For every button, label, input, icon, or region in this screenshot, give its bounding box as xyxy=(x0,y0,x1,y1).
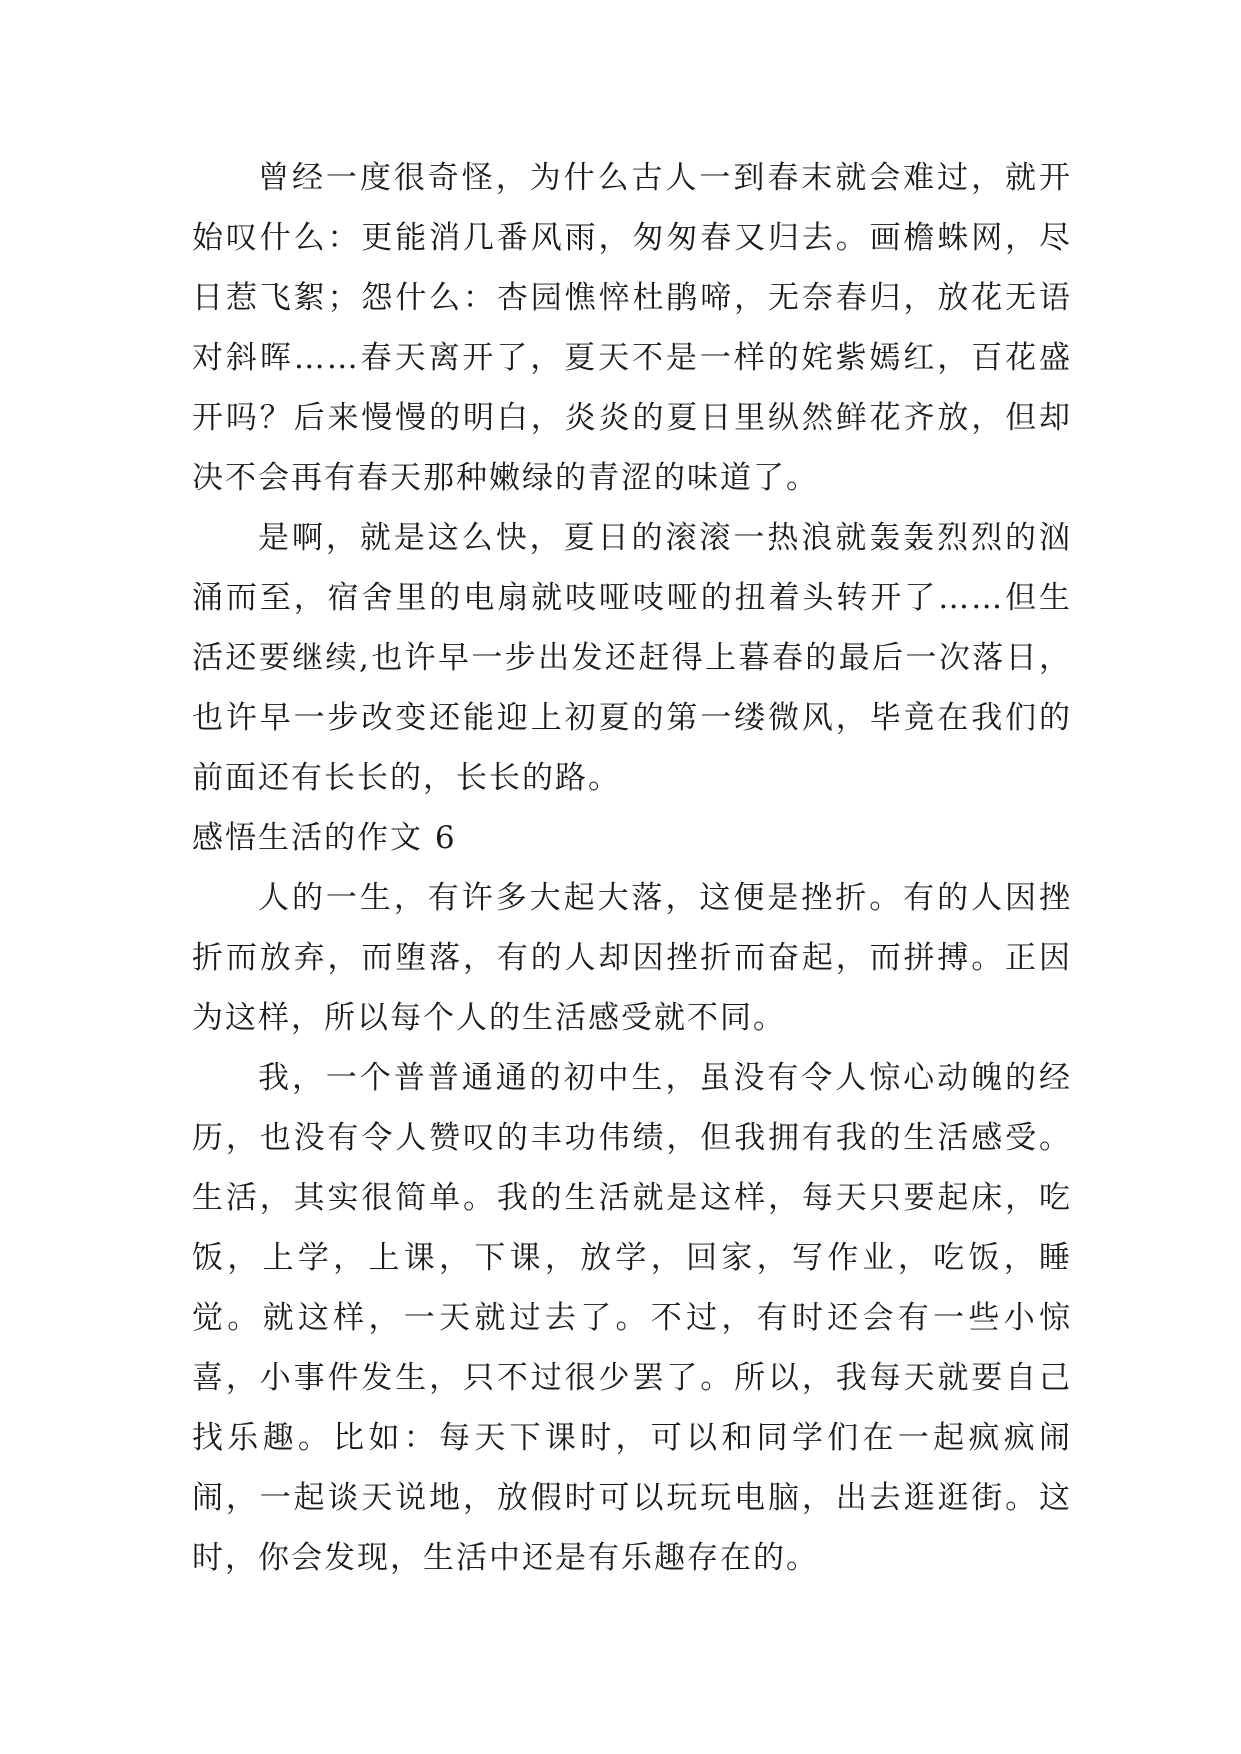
paragraph-summer-arrives: 是啊，就是这么快，夏日的滚滚一热浪就轰轰烈烈的汹涌而至，宿舍里的电扇就吱哑吱哑的扭着头转开了……但生活还要继续,也许早一步出发还赶得上暮春的最后一次落日，也许早一步改变还能迎上初夏的第一缕微风，毕竟在我们的前面还有长长的，长长的路。 xyxy=(192,520,1072,796)
paragraph-spring-end: 曾经一度很奇怪，为什么古人一到春末就会难过，就开始叹什么：更能消几番风雨，匆匆春又归去。画檐蛛网，尽日惹飞絮；怨什么：杏园憔悴杜鹃啼，无奈春归，放花无语对斜晖……春天离开了，夏天不是一样的姹紫嫣红，百花盛开吗？后来慢慢的明白，炎炎的夏日里纵然鲜花齐放，但却决不会再有春天那种嫩绿的青涩的味道了。 xyxy=(192,160,1072,496)
paragraph-daily-life: 我，一个普普通通的初中生，虽没有令人惊心动魄的经历，也没有令人赞叹的丰功伟绩，但我拥有我的生活感受。生活，其实很简单。我的生活就是这样，每天只要起床，吃饭，上学，上课，下课，放学，回家，写作业，吃饭，睡觉。就这样，一天就过去了。不过，有时还会有一些小惊喜，小事件发生，只不过很少罢了。所以，我每天就要自己找乐趣。比如：每天下课时，可以和同学们在一起疯疯闹闹，一起谈天说地，放假时可以玩玩电脑，出去逛逛街。这时，你会发现，生活中还是有乐趣存在的。 xyxy=(192,1060,1072,1576)
document-body xyxy=(192,148,1072,1588)
paragraph-setbacks: 人的一生，有许多大起大落，这便是挫折。有的人因挫折而放弃，而堕落，有的人却因挫折而奋起，而拼搏。正因为这样，所以每个人的生活感受就不同。 xyxy=(192,880,1072,1036)
section-title: 感悟生活的作文 6 xyxy=(192,820,457,856)
